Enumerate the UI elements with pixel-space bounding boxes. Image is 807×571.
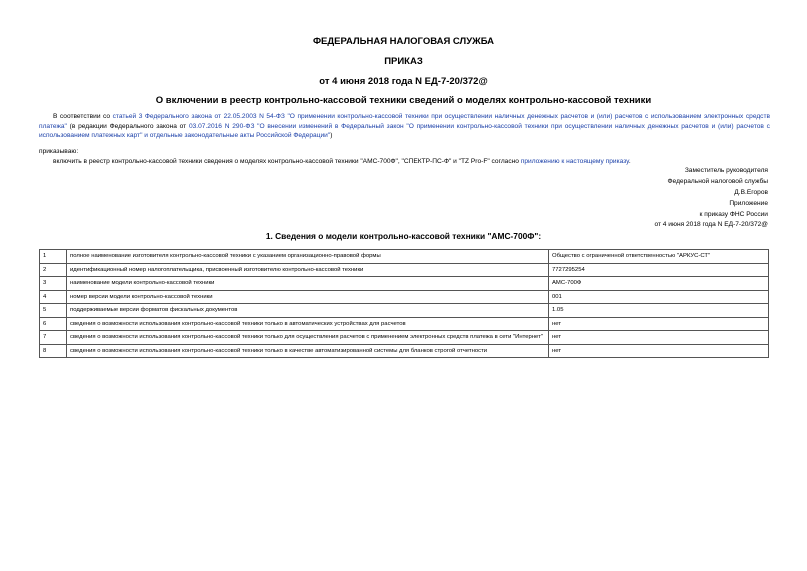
row-description: сведения о возможности использования контрольно-кассовой техники только в качестве автоматизированной системы для бланков строгой отчетности (67, 344, 549, 358)
row-value: нет (549, 317, 769, 331)
appendix-date-number: от 4 июня 2018 года N ЕД-7-20/372@ (654, 221, 768, 228)
row-description: сведения о возможности использования контрольно-кассовой техники только в автоматических устройствах для расчетов (67, 317, 549, 331)
row-value: 7727295254 (549, 263, 769, 277)
table-row (40, 317, 769, 331)
law-54fz-link[interactable]: статьей 3 Федерального закона от 22.05.2003 N 54-ФЗ "О применении контрольно-кассовой техники при осуществлении наличных денежных расчетов и (или) расчетов с использованием электронных средств платежа" (39, 113, 771, 130)
row-description: поддерживаемые версии форматов фискальных документов (67, 304, 549, 318)
signature-agency: Федеральной налоговой службы (667, 178, 768, 185)
order-text-2: . (628, 158, 631, 165)
appendix-label: Приложение (729, 200, 768, 207)
preamble-text-1: В соответствии со (53, 113, 113, 120)
row-value: 001 (549, 290, 769, 304)
order-word: приказываю: (39, 148, 79, 155)
row-value: нет (549, 331, 769, 345)
row-number: 1 (40, 250, 67, 264)
document-title: О включении в реестр контрольно-кассовой техники сведений о моделях контрольно-кассовой техники (155, 95, 652, 106)
row-description: идентификационный номер налогоплательщика, присвоенный изготовителю контрольно-кассовой техники (67, 263, 549, 277)
row-number: 2 (40, 263, 67, 277)
row-value: нет (549, 344, 769, 358)
row-value: Общество с ограниченной ответственностью "АРКУС-СТ" (549, 250, 769, 264)
document-date-number: от 4 июня 2018 года N ЕД-7-20/372@ (319, 76, 488, 87)
row-number: 7 (40, 331, 67, 345)
table-row (40, 290, 769, 304)
preamble-text-3: ) (330, 132, 333, 140)
order-text (53, 157, 631, 166)
preamble-text-2: (в редакции Федерального закона от (66, 122, 189, 130)
row-description: наименование модели контрольно-кассовой техники (67, 277, 549, 291)
table-row (40, 277, 769, 291)
row-number: 6 (40, 317, 67, 331)
order-text-1: включить в реестр контрольно-кассовой техники сведения о моделях контрольно-кассовой техники "АМС-700Ф", "СПЕКТР-ПС-Ф" и "TZ Pro-F" согласно (53, 158, 521, 165)
table-row (40, 263, 769, 277)
law-290fz-link[interactable]: 03.07.2016 N 290-ФЗ "О внесении изменений в Федеральный закон "О применении контрольно-кассовой техники при осуществлении наличных денежных расчетов и (или) расчетов с использованием платежных карт" и отдельные законодательные акты Российской Федерации" (39, 122, 770, 140)
table-row (40, 250, 769, 264)
table-row (40, 331, 769, 345)
row-number: 5 (40, 304, 67, 318)
row-number: 3 (40, 277, 67, 291)
section-title: 1. Сведения о модели контрольно-кассовой техники "АМС-700Ф": (265, 231, 542, 241)
signature-name: Д.В.Егоров (734, 189, 768, 196)
agency-name: ФЕДЕРАЛЬНАЯ НАЛОГОВАЯ СЛУЖБА (312, 36, 495, 47)
row-description: сведения о возможности использования контрольно-кассовой техники только для осуществления расчетов с применением электронных средств платежа в сети "Интернет" (67, 331, 549, 345)
appendix-link[interactable]: приложению к настоящему приказу (520, 158, 629, 165)
signature-position: Заместитель руководителя (684, 167, 768, 174)
appendix-to-order: к приказу ФНС России (699, 211, 768, 218)
document-type: ПРИКАЗ (384, 56, 423, 67)
row-description: полное наименование изготовителя контрольно-кассовой техники с указанием организационно-правовой формы (67, 250, 549, 264)
row-number: 8 (40, 344, 67, 358)
row-value: АМС-700Ф (549, 277, 769, 291)
model-info-table (39, 249, 769, 358)
table-row (40, 304, 769, 318)
preamble-paragraph (39, 112, 770, 141)
row-description: номер версии модели контрольно-кассовой техники (67, 290, 549, 304)
row-number: 4 (40, 290, 67, 304)
table-row (40, 344, 769, 358)
row-value: 1.05 (549, 304, 769, 318)
